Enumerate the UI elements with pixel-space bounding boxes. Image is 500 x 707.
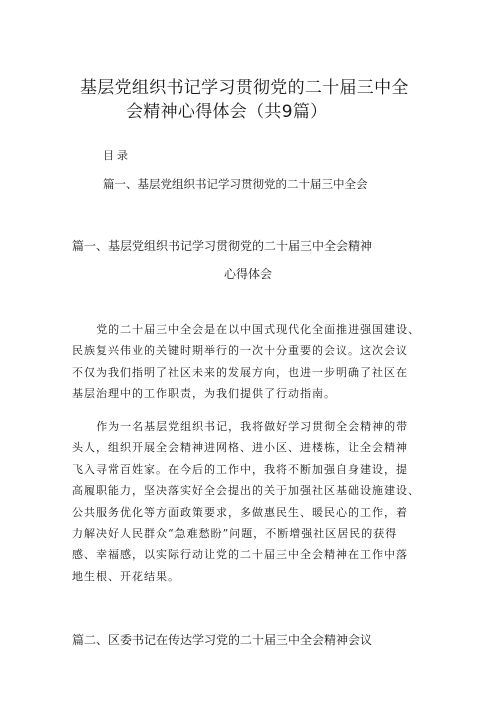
paragraph-line: 高履职能力，坚决落实好全会提出的关于加强社区基础设施建设、 (72, 484, 420, 498)
paragraph-line: 头人，组织开展全会精神进网格、进小区、进楼栋，让全会精神 (72, 441, 408, 455)
paragraph-line: 公共服务优化等方面政策要求，多做惠民生、暖民心的工作，着 (72, 505, 408, 519)
paragraph-line: 地生根、开花结果。 (72, 569, 180, 583)
paragraph-line: 作为一名基层党组织书记，我将做好学习贯彻全会精神的带 (96, 420, 409, 433)
paragraph-line: 不仅为我们指明了社区未来的发展方向，也进一步明确了社区在 (72, 365, 408, 379)
body-paragraph-1 (72, 319, 432, 405)
document-title (60, 76, 440, 124)
toc-label: 目录 (103, 149, 131, 162)
paragraph-line: 基层治理中的工作职责，为我们提供了行动指南。 (72, 387, 336, 401)
paragraph-line: 民族复兴伟业的关键时期举行的一次十分重要的会议。这次会议 (72, 344, 408, 358)
document-title-line-1: 基层党组织书记学习贯彻党的二十届三中全 (80, 78, 409, 98)
body-paragraph-2 (72, 416, 432, 587)
paragraph-line: 飞入寻常百姓家。在今后的工作中，我将不断加强自身建设，提 (72, 462, 408, 476)
paragraph-line: 党的二十届三中全会是在以中国式现代化全面推进强国建设、 (96, 323, 421, 336)
section-heading-2-line-1: 篇二、区委书记在传达学习党的二十届三中全会精神会议 (72, 633, 373, 647)
paragraph-line: 力解决好人民群众“急难愁盼”问题，不断增强社区居民的获得 (72, 527, 398, 541)
toc-item[interactable]: 篇一、基层党组织书记学习贯彻党的二十届三中全会 (103, 177, 368, 191)
section-heading-1 (72, 232, 432, 288)
document-title-line-2: 会精神心得体会（共9篇） (126, 102, 328, 122)
paragraph-line: 感、幸福感，以实际行动让党的二十届三中全会精神在工作中落 (72, 548, 408, 562)
section-heading-2 (72, 626, 432, 654)
section-heading-1-line-1: 篇一、基层党组织书记学习贯彻党的二十届三中全会精神 (72, 239, 373, 253)
section-heading-1-line-2: 心得体会 (224, 267, 273, 281)
